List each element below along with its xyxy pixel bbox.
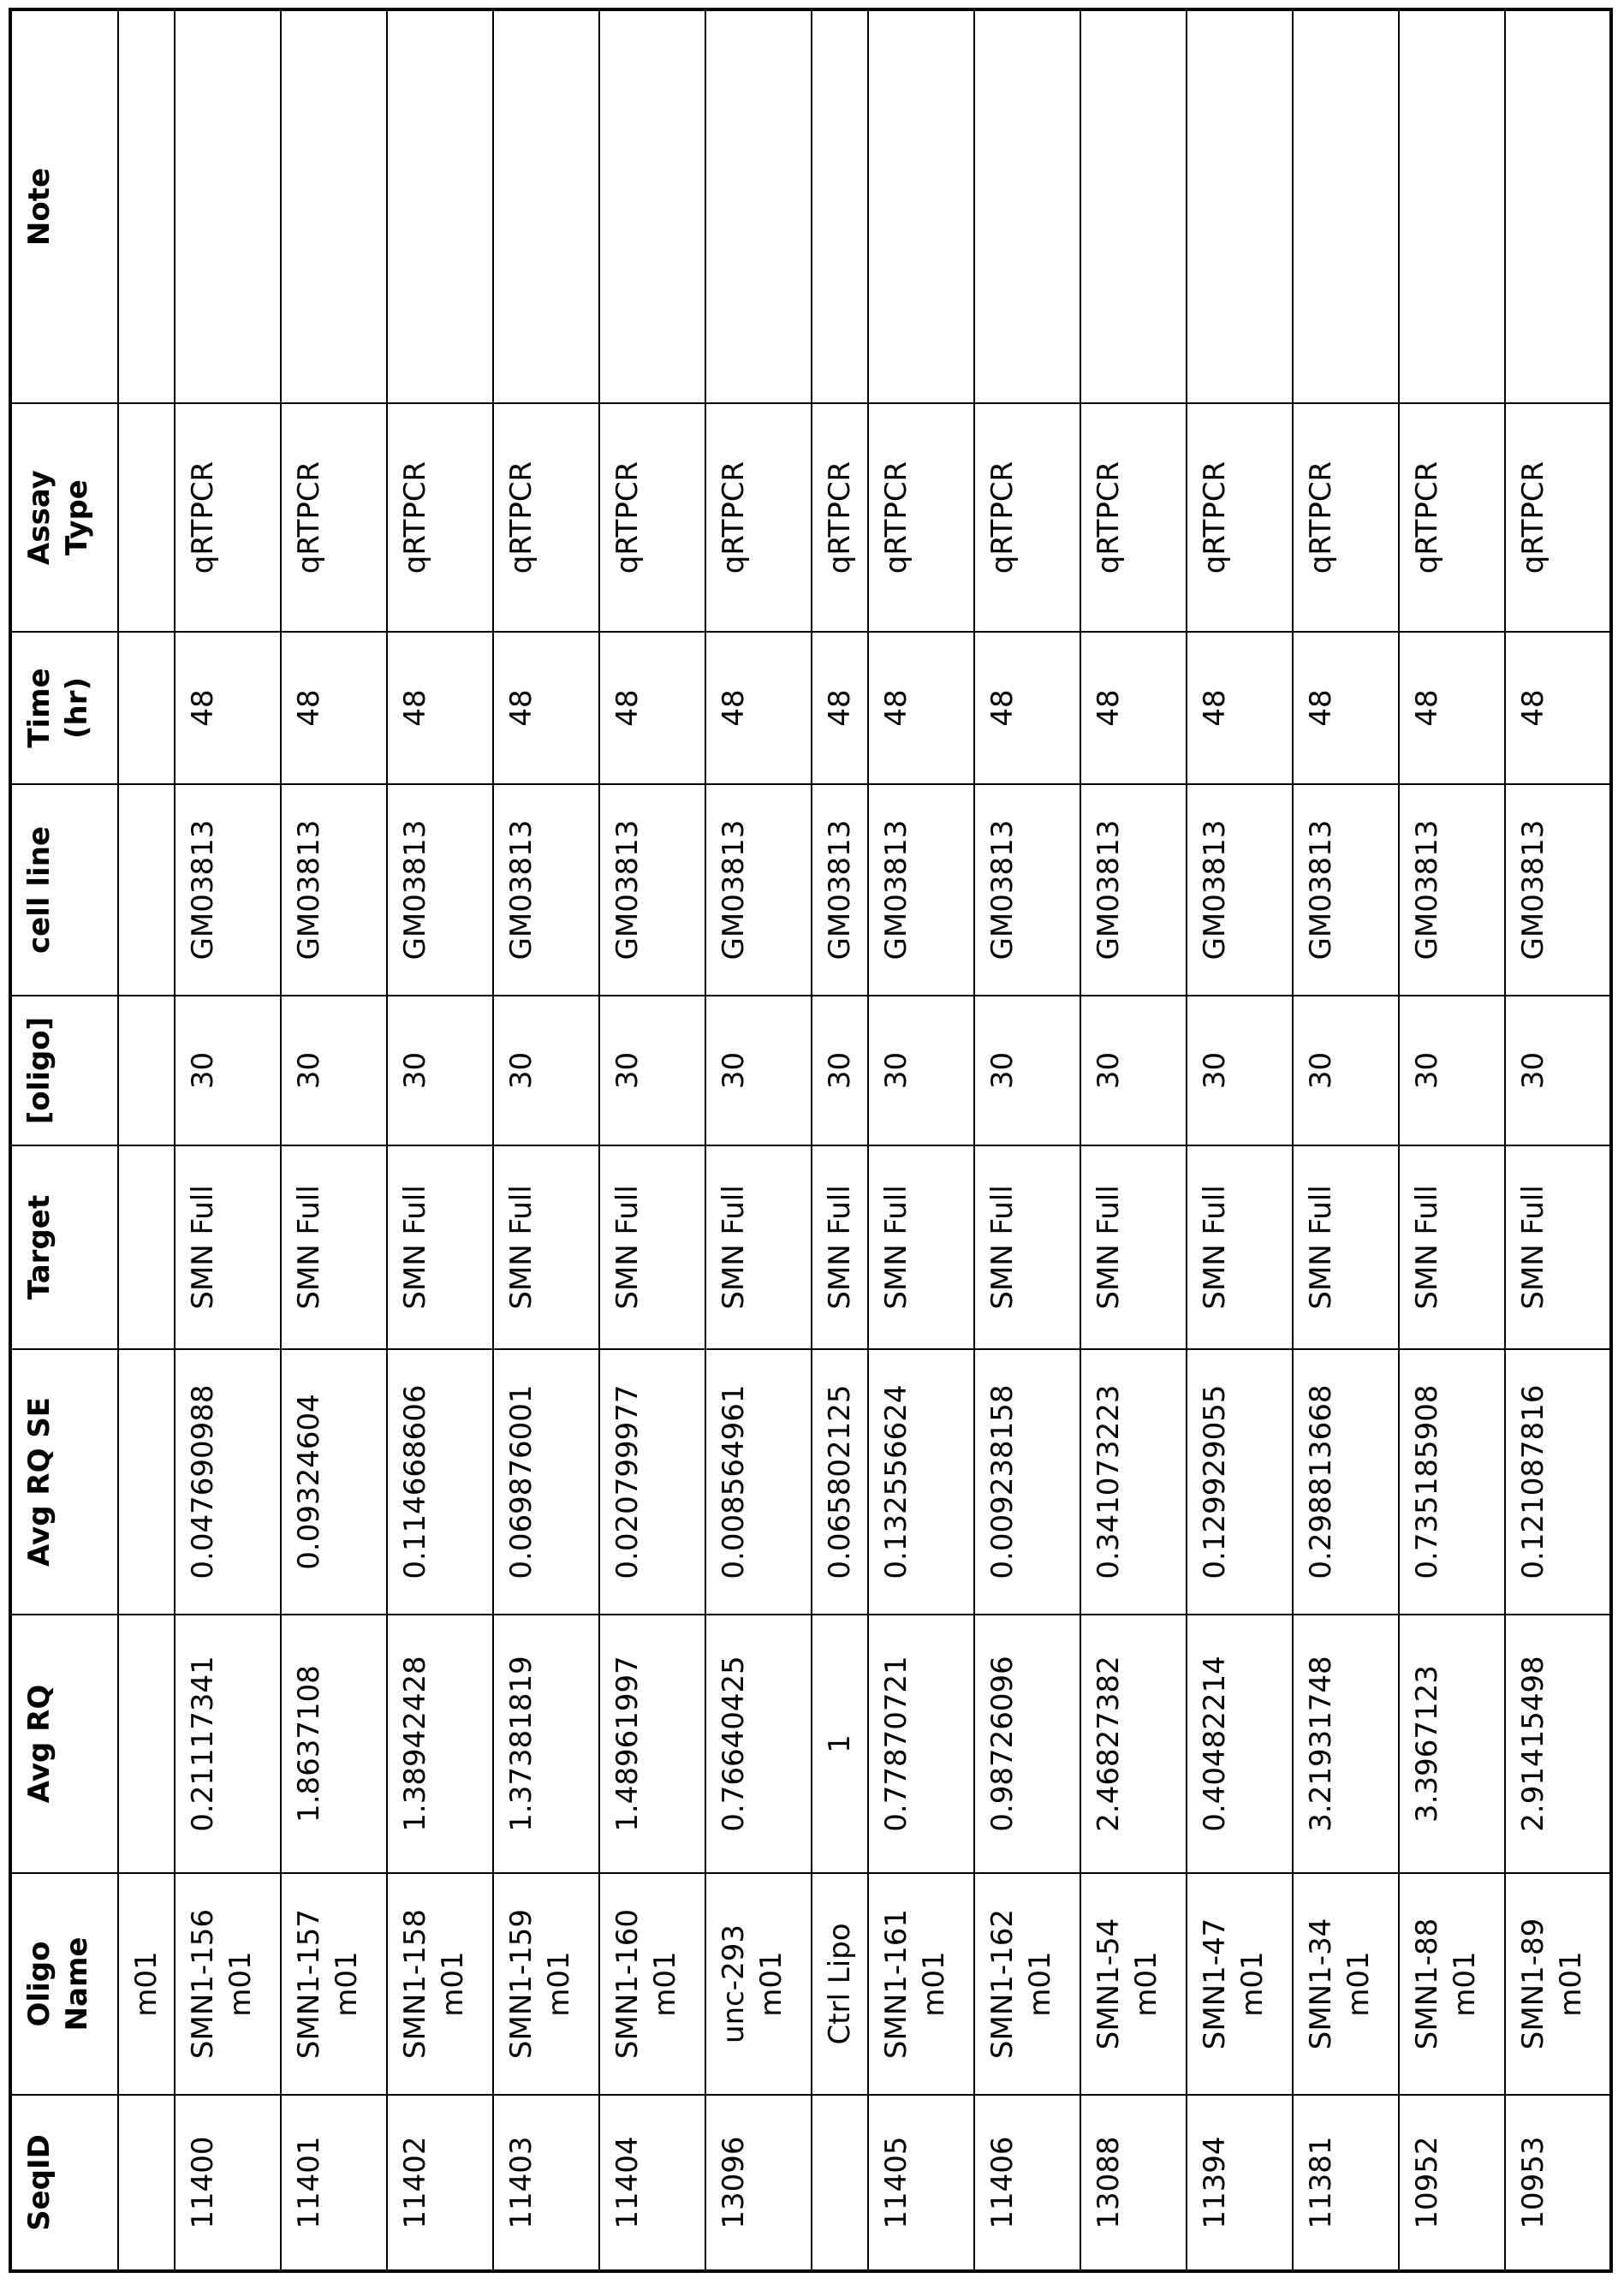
cell-oligo-conc: 30 (387, 996, 493, 1145)
cell-cell-line: GM03813 (1399, 784, 1505, 996)
cell-seqid: 11381 (1293, 2095, 1399, 2271)
cell-avg-rq: 1.37381819 (493, 1615, 599, 1873)
cell-note (599, 9, 705, 403)
cell-avg-rq: 1 (812, 1615, 868, 1873)
cell-seqid: 11404 (599, 2095, 705, 2271)
cell-target: SMN Full (868, 1145, 974, 1349)
cell-oligo-name: SMN1-156 m01 (175, 1873, 281, 2095)
cell-note (1505, 9, 1611, 403)
cell-avg-rq-se: 0.069876001 (493, 1349, 599, 1615)
cell-assay-type: qRTPCR (599, 403, 705, 632)
cell-avg-rq: 0.40482214 (1187, 1615, 1293, 1873)
cell-oligo-conc: 30 (175, 996, 281, 1145)
cell-avg-rq-se (118, 1349, 175, 1615)
cell-assay-type (118, 403, 175, 632)
header-avg-rq: Avg RQ (10, 1615, 118, 1873)
cell-seqid: 11402 (387, 2095, 493, 2271)
cell-oligo-conc: 30 (281, 996, 387, 1145)
cell-note (868, 9, 974, 403)
cell-note (118, 9, 175, 403)
table-row (705, 9, 812, 2271)
cell-avg-rq-se: 0.121087816 (1505, 1349, 1611, 1615)
cell-cell-line: GM03813 (1505, 784, 1611, 996)
cell-avg-rq-se: 0.009238158 (974, 1349, 1080, 1615)
cell-oligo-name: SMN1-47 m01 (1187, 1873, 1293, 2095)
cell-avg-rq: 3.3967123 (1399, 1615, 1505, 1873)
table-row (387, 9, 493, 2271)
cell-oligo-conc: 30 (493, 996, 599, 1145)
table-row (868, 9, 974, 2271)
cell-avg-rq-se: 0.008564961 (705, 1349, 812, 1615)
cell-assay-type: qRTPCR (281, 403, 387, 632)
cell-cell-line: GM03813 (599, 784, 705, 996)
cell-oligo-name: SMN1-88 m01 (1399, 1873, 1505, 2095)
cell-oligo-conc: 30 (1505, 996, 1611, 1145)
cell-assay-type: qRTPCR (868, 403, 974, 632)
cell-note (493, 9, 599, 403)
cell-oligo-conc: 30 (1187, 996, 1293, 1145)
cell-time-hr: 48 (705, 632, 812, 784)
table-row (281, 9, 387, 2271)
cell-note (281, 9, 387, 403)
table-row (175, 9, 281, 2271)
cell-assay-type: qRTPCR (1187, 403, 1293, 632)
table-row (118, 9, 175, 2271)
header-avg-rq-se: Avg RQ SE (10, 1349, 118, 1615)
cell-time-hr: 48 (175, 632, 281, 784)
cell-assay-type: qRTPCR (812, 403, 868, 632)
cell-oligo-conc: 30 (812, 996, 868, 1145)
cell-target (118, 1145, 175, 1349)
cell-oligo-conc: 30 (705, 996, 812, 1145)
cell-assay-type: qRTPCR (705, 403, 812, 632)
cell-assay-type: qRTPCR (1399, 403, 1505, 632)
cell-cell-line (118, 784, 175, 996)
cell-note (1399, 9, 1505, 403)
cell-avg-rq: 2.46827382 (1080, 1615, 1187, 1873)
cell-note (1293, 9, 1399, 403)
cell-oligo-conc: 30 (1080, 996, 1187, 1145)
cell-cell-line: GM03813 (1293, 784, 1399, 996)
cell-target: SMN Full (705, 1145, 812, 1349)
cell-note (812, 9, 868, 403)
cell-cell-line: GM03813 (868, 784, 974, 996)
table-row (812, 9, 868, 2271)
cell-time-hr: 48 (281, 632, 387, 784)
cell-avg-rq (118, 1615, 175, 1873)
cell-cell-line: GM03813 (705, 784, 812, 996)
cell-cell-line: GM03813 (387, 784, 493, 996)
cell-avg-rq-se: 0.298813668 (1293, 1349, 1399, 1615)
cell-avg-rq: 2.91415498 (1505, 1615, 1611, 1873)
cell-oligo-name: SMN1-158 m01 (387, 1873, 493, 2095)
cell-time-hr: 48 (387, 632, 493, 784)
table-row (599, 9, 705, 2271)
header-note: Note (10, 9, 118, 403)
cell-target: SMN Full (974, 1145, 1080, 1349)
cell-target: SMN Full (1505, 1145, 1611, 1349)
cell-assay-type: qRTPCR (974, 403, 1080, 632)
cell-note (387, 9, 493, 403)
cell-assay-type: qRTPCR (1080, 403, 1187, 632)
header-cell-line: cell line (10, 784, 118, 996)
cell-assay-type: qRTPCR (387, 403, 493, 632)
cell-time-hr: 48 (599, 632, 705, 784)
cell-avg-rq: 0.21117341 (175, 1615, 281, 1873)
cell-oligo-conc: 30 (974, 996, 1080, 1145)
cell-time-hr: 48 (812, 632, 868, 784)
cell-note (974, 9, 1080, 403)
cell-cell-line: GM03813 (1080, 784, 1187, 996)
cell-avg-rq-se: 0.047690988 (175, 1349, 281, 1615)
header-target: Target (10, 1145, 118, 1349)
cell-target: SMN Full (493, 1145, 599, 1349)
cell-oligo-conc: 30 (868, 996, 974, 1145)
cell-time-hr: 48 (1080, 632, 1187, 784)
table-row (1399, 9, 1505, 2271)
cell-time-hr: 48 (1399, 632, 1505, 784)
cell-cell-line: GM03813 (974, 784, 1080, 996)
cell-target: SMN Full (281, 1145, 387, 1349)
cell-cell-line: GM03813 (812, 784, 868, 996)
cell-seqid: 11405 (868, 2095, 974, 2271)
cell-assay-type: qRTPCR (493, 403, 599, 632)
cell-target: SMN Full (175, 1145, 281, 1349)
cell-oligo-name: SMN1-159 m01 (493, 1873, 599, 2095)
cell-assay-type: qRTPCR (175, 403, 281, 632)
cell-seqid (812, 2095, 868, 2271)
table-row (1187, 9, 1293, 2271)
cell-target: SMN Full (1080, 1145, 1187, 1349)
cell-oligo-conc (118, 996, 175, 1145)
cell-cell-line: GM03813 (281, 784, 387, 996)
cell-avg-rq: 0.76640425 (705, 1615, 812, 1873)
cell-target: SMN Full (599, 1145, 705, 1349)
cell-seqid: 10952 (1399, 2095, 1505, 2271)
table-row (1293, 9, 1399, 2271)
cell-avg-rq: 0.98726096 (974, 1615, 1080, 1873)
cell-oligo-name: SMN1-162 m01 (974, 1873, 1080, 2095)
cell-oligo-conc: 30 (599, 996, 705, 1145)
cell-time-hr: 48 (974, 632, 1080, 784)
header-oligo-conc: [oligo] (10, 996, 118, 1145)
cell-target: SMN Full (1293, 1145, 1399, 1349)
cell-seqid (118, 2095, 175, 2271)
cell-assay-type: qRTPCR (1293, 403, 1399, 632)
cell-oligo-name: m01 (118, 1873, 175, 2095)
cell-time-hr: 48 (1293, 632, 1399, 784)
cell-target: SMN Full (1187, 1145, 1293, 1349)
cell-oligo-name: SMN1-54 m01 (1080, 1873, 1187, 2095)
header-time-hr: Time (hr) (10, 632, 118, 784)
cell-seqid: 11401 (281, 2095, 387, 2271)
rotated-page (0, 0, 1624, 2284)
cell-avg-rq-se: 0.065802125 (812, 1349, 868, 1615)
cell-seqid: 11403 (493, 2095, 599, 2271)
cell-seqid: 11400 (175, 2095, 281, 2271)
cell-seqid: 11394 (1187, 2095, 1293, 2271)
cell-cell-line: GM03813 (493, 784, 599, 996)
table-row (1505, 9, 1611, 2271)
table-row (493, 9, 599, 2271)
header-row (10, 9, 118, 2271)
cell-avg-rq-se: 0.09324604 (281, 1349, 387, 1615)
cell-oligo-name: SMN1-161 m01 (868, 1873, 974, 2095)
cell-note (1187, 9, 1293, 403)
cell-oligo-name: Ctrl Lipo (812, 1873, 868, 2095)
cell-oligo-conc: 30 (1293, 996, 1399, 1145)
cell-avg-rq: 0.77870721 (868, 1615, 974, 1873)
cell-avg-rq: 1.38942428 (387, 1615, 493, 1873)
cell-cell-line: GM03813 (1187, 784, 1293, 996)
cell-avg-rq-se: 0.341073223 (1080, 1349, 1187, 1615)
cell-avg-rq: 1.48961997 (599, 1615, 705, 1873)
cell-target: SMN Full (812, 1145, 868, 1349)
cell-time-hr: 48 (868, 632, 974, 784)
cell-target: SMN Full (1399, 1145, 1505, 1349)
cell-cell-line: GM03813 (175, 784, 281, 996)
cell-assay-type: qRTPCR (1505, 403, 1611, 632)
table-row (974, 9, 1080, 2271)
cell-time-hr (118, 632, 175, 784)
header-assay-type: Assay Type (10, 403, 118, 632)
cell-note (705, 9, 812, 403)
cell-target: SMN Full (387, 1145, 493, 1349)
cell-oligo-name: SMN1-157 m01 (281, 1873, 387, 2095)
cell-seqid: 10953 (1505, 2095, 1611, 2271)
cell-oligo-name: SMN1-160 m01 (599, 1873, 705, 2095)
cell-avg-rq-se: 0.735185908 (1399, 1349, 1505, 1615)
cell-avg-rq-se: 0.129929055 (1187, 1349, 1293, 1615)
cell-oligo-name: unc-293 m01 (705, 1873, 812, 2095)
table-row (1080, 9, 1187, 2271)
header-seqid: SeqID (10, 2095, 118, 2271)
results-table (9, 8, 1613, 2273)
cell-avg-rq-se: 0.114668606 (387, 1349, 493, 1615)
cell-oligo-conc: 30 (1399, 996, 1505, 1145)
cell-seqid: 13088 (1080, 2095, 1187, 2271)
cell-time-hr: 48 (1187, 632, 1293, 784)
cell-seqid: 13096 (705, 2095, 812, 2271)
header-oligo-name: Oligo Name (10, 1873, 118, 2095)
cell-avg-rq-se: 0.132556624 (868, 1349, 974, 1615)
cell-avg-rq: 3.21931748 (1293, 1615, 1399, 1873)
cell-avg-rq: 1.8637108 (281, 1615, 387, 1873)
cell-seqid: 11406 (974, 2095, 1080, 2271)
cell-note (1080, 9, 1187, 403)
cell-avg-rq-se: 0.020799977 (599, 1349, 705, 1615)
cell-oligo-name: SMN1-34 m01 (1293, 1873, 1399, 2095)
cell-oligo-name: SMN1-89 m01 (1505, 1873, 1611, 2095)
cell-time-hr: 48 (493, 632, 599, 784)
cell-time-hr: 48 (1505, 632, 1611, 784)
cell-note (175, 9, 281, 403)
